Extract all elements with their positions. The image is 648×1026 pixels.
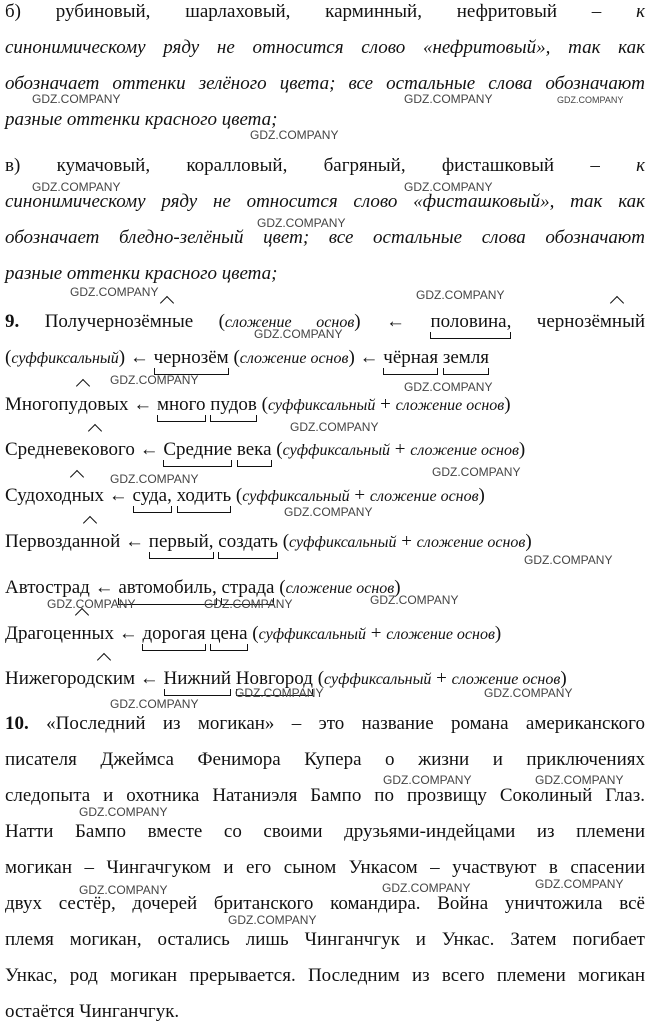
task-10-line-1: 10. «Последний из могикан» – это название романа американского [5, 713, 646, 734]
task-9-row-2: Средневекового ← Средние века (суффиксальный + сложение основ) [5, 439, 526, 460]
task-10-line-5: могикан – Чингачгуком и его сыном Ункасом – участвуют в спасении [5, 857, 645, 878]
task-10-line-3: следопыта и охотника Натаниэля Бампо по прозвищу Соколиный Глаз. [5, 785, 645, 806]
task-9-row-6: Драгоценных ← дорогая цена (суффиксальный + сложение основ) [5, 623, 502, 644]
line-b-explain-2: обозначает оттенки зелёного цвета; все остальные слова обозначают [5, 73, 645, 94]
watermark: GDZ.COMPANY [250, 128, 339, 142]
task-9-line-1: 9. Получернозёмные (сложение основ) ← половина, чернозёмный [5, 311, 646, 332]
watermark: GDZ.COMPANY [110, 697, 199, 711]
watermark: GDZ.COMPANY [228, 913, 317, 927]
task-9-row-1: Многопудовых ← много пудов (суффиксальный + сложение основ) [5, 394, 511, 415]
watermark: GDZ.COMPANY [204, 597, 293, 611]
task-9-row-3: Судоходных ← суда, ходить (суффиксальный + сложение основ) [5, 485, 485, 506]
watermark: GDZ.COMPANY [404, 380, 493, 394]
watermark: GDZ.COMPANY [432, 465, 521, 479]
watermark: GDZ.COMPANY [535, 877, 624, 891]
watermark: GDZ.COMPANY [524, 553, 613, 567]
watermark: GDZ.COMPANY [290, 420, 379, 434]
line-v-explain-2: обозначает бледно-зелёный цвет; все остальные слова обозначают [5, 227, 645, 248]
task-10-line-9: остаётся Чинганчгук. [5, 1001, 180, 1022]
line-v-explain-1: синонимическому ряду не относится слово «фисташковый», так как [5, 191, 645, 212]
watermark: GDZ.COMPANY [557, 95, 624, 105]
watermark: GDZ.COMPANY [110, 472, 199, 486]
watermark: GDZ.COMPANY [484, 686, 573, 700]
task-10-line-4: Натти Бампо вместе со своими друзьями-индейцами из племени [5, 821, 645, 842]
task-10-line-2: писателя Джеймса Фенимора Купера о жизни и приключениях [5, 749, 645, 770]
watermark: GDZ.COMPANY [70, 285, 159, 299]
task-9-row-5: Автострад ← автомобиль, страда (сложение основ) [5, 577, 401, 598]
watermark: GDZ.COMPANY [404, 92, 493, 106]
watermark: GDZ.COMPANY [79, 805, 168, 819]
watermark: GDZ.COMPANY [382, 881, 471, 895]
watermark: GDZ.COMPANY [235, 686, 324, 700]
watermark: GDZ.COMPANY [383, 773, 472, 787]
task-10-line-8: Ункас, род могикан прерывается. Последним из всего племени могикан [5, 965, 645, 986]
watermark: GDZ.COMPANY [370, 593, 459, 607]
line-v-explain-3: разные оттенки красного цвета; [5, 263, 278, 284]
watermark: GDZ.COMPANY [257, 216, 346, 230]
watermark: GDZ.COMPANY [32, 92, 121, 106]
line-v-options: в) кумачовый, коралловый, багряный, фисташковый – к [5, 155, 646, 176]
watermark: GDZ.COMPANY [79, 883, 168, 897]
watermark: GDZ.COMPANY [254, 327, 343, 341]
line-b-explain-1: синонимическому ряду не относится слово «нефритовый», так как [5, 37, 645, 58]
line-b-options: б) рубиновый, шарлаховый, карминный, нефритовый – к [5, 1, 645, 22]
task-10-line-7: племя могикан, остались лишь Чинганчгук и Ункас. Затем погибает [5, 929, 645, 950]
watermark: GDZ.COMPANY [284, 505, 373, 519]
watermark: GDZ.COMPANY [404, 180, 493, 194]
watermark: GDZ.COMPANY [32, 180, 121, 194]
line-b-explain-3: разные оттенки красного цвета; [5, 109, 278, 130]
task-9-row-7: Нижегородским ← Нижний Новгород (суффиксальный + сложение основ) [5, 668, 567, 689]
task-10-line-6: двух сестёр, дочерей британского командира. Война уничтожила всё [5, 893, 645, 914]
task-9-row-4: Первозданной ← первый, создать (суффиксальный + сложение основ) [5, 531, 532, 552]
watermark: GDZ.COMPANY [416, 288, 505, 302]
watermark: GDZ.COMPANY [110, 373, 199, 387]
task-9-line-2: (суффиксальный) ← чернозём (сложение основ) ← чёрная земля [5, 347, 490, 368]
watermark: GDZ.COMPANY [47, 597, 136, 611]
watermark: GDZ.COMPANY [535, 773, 624, 787]
